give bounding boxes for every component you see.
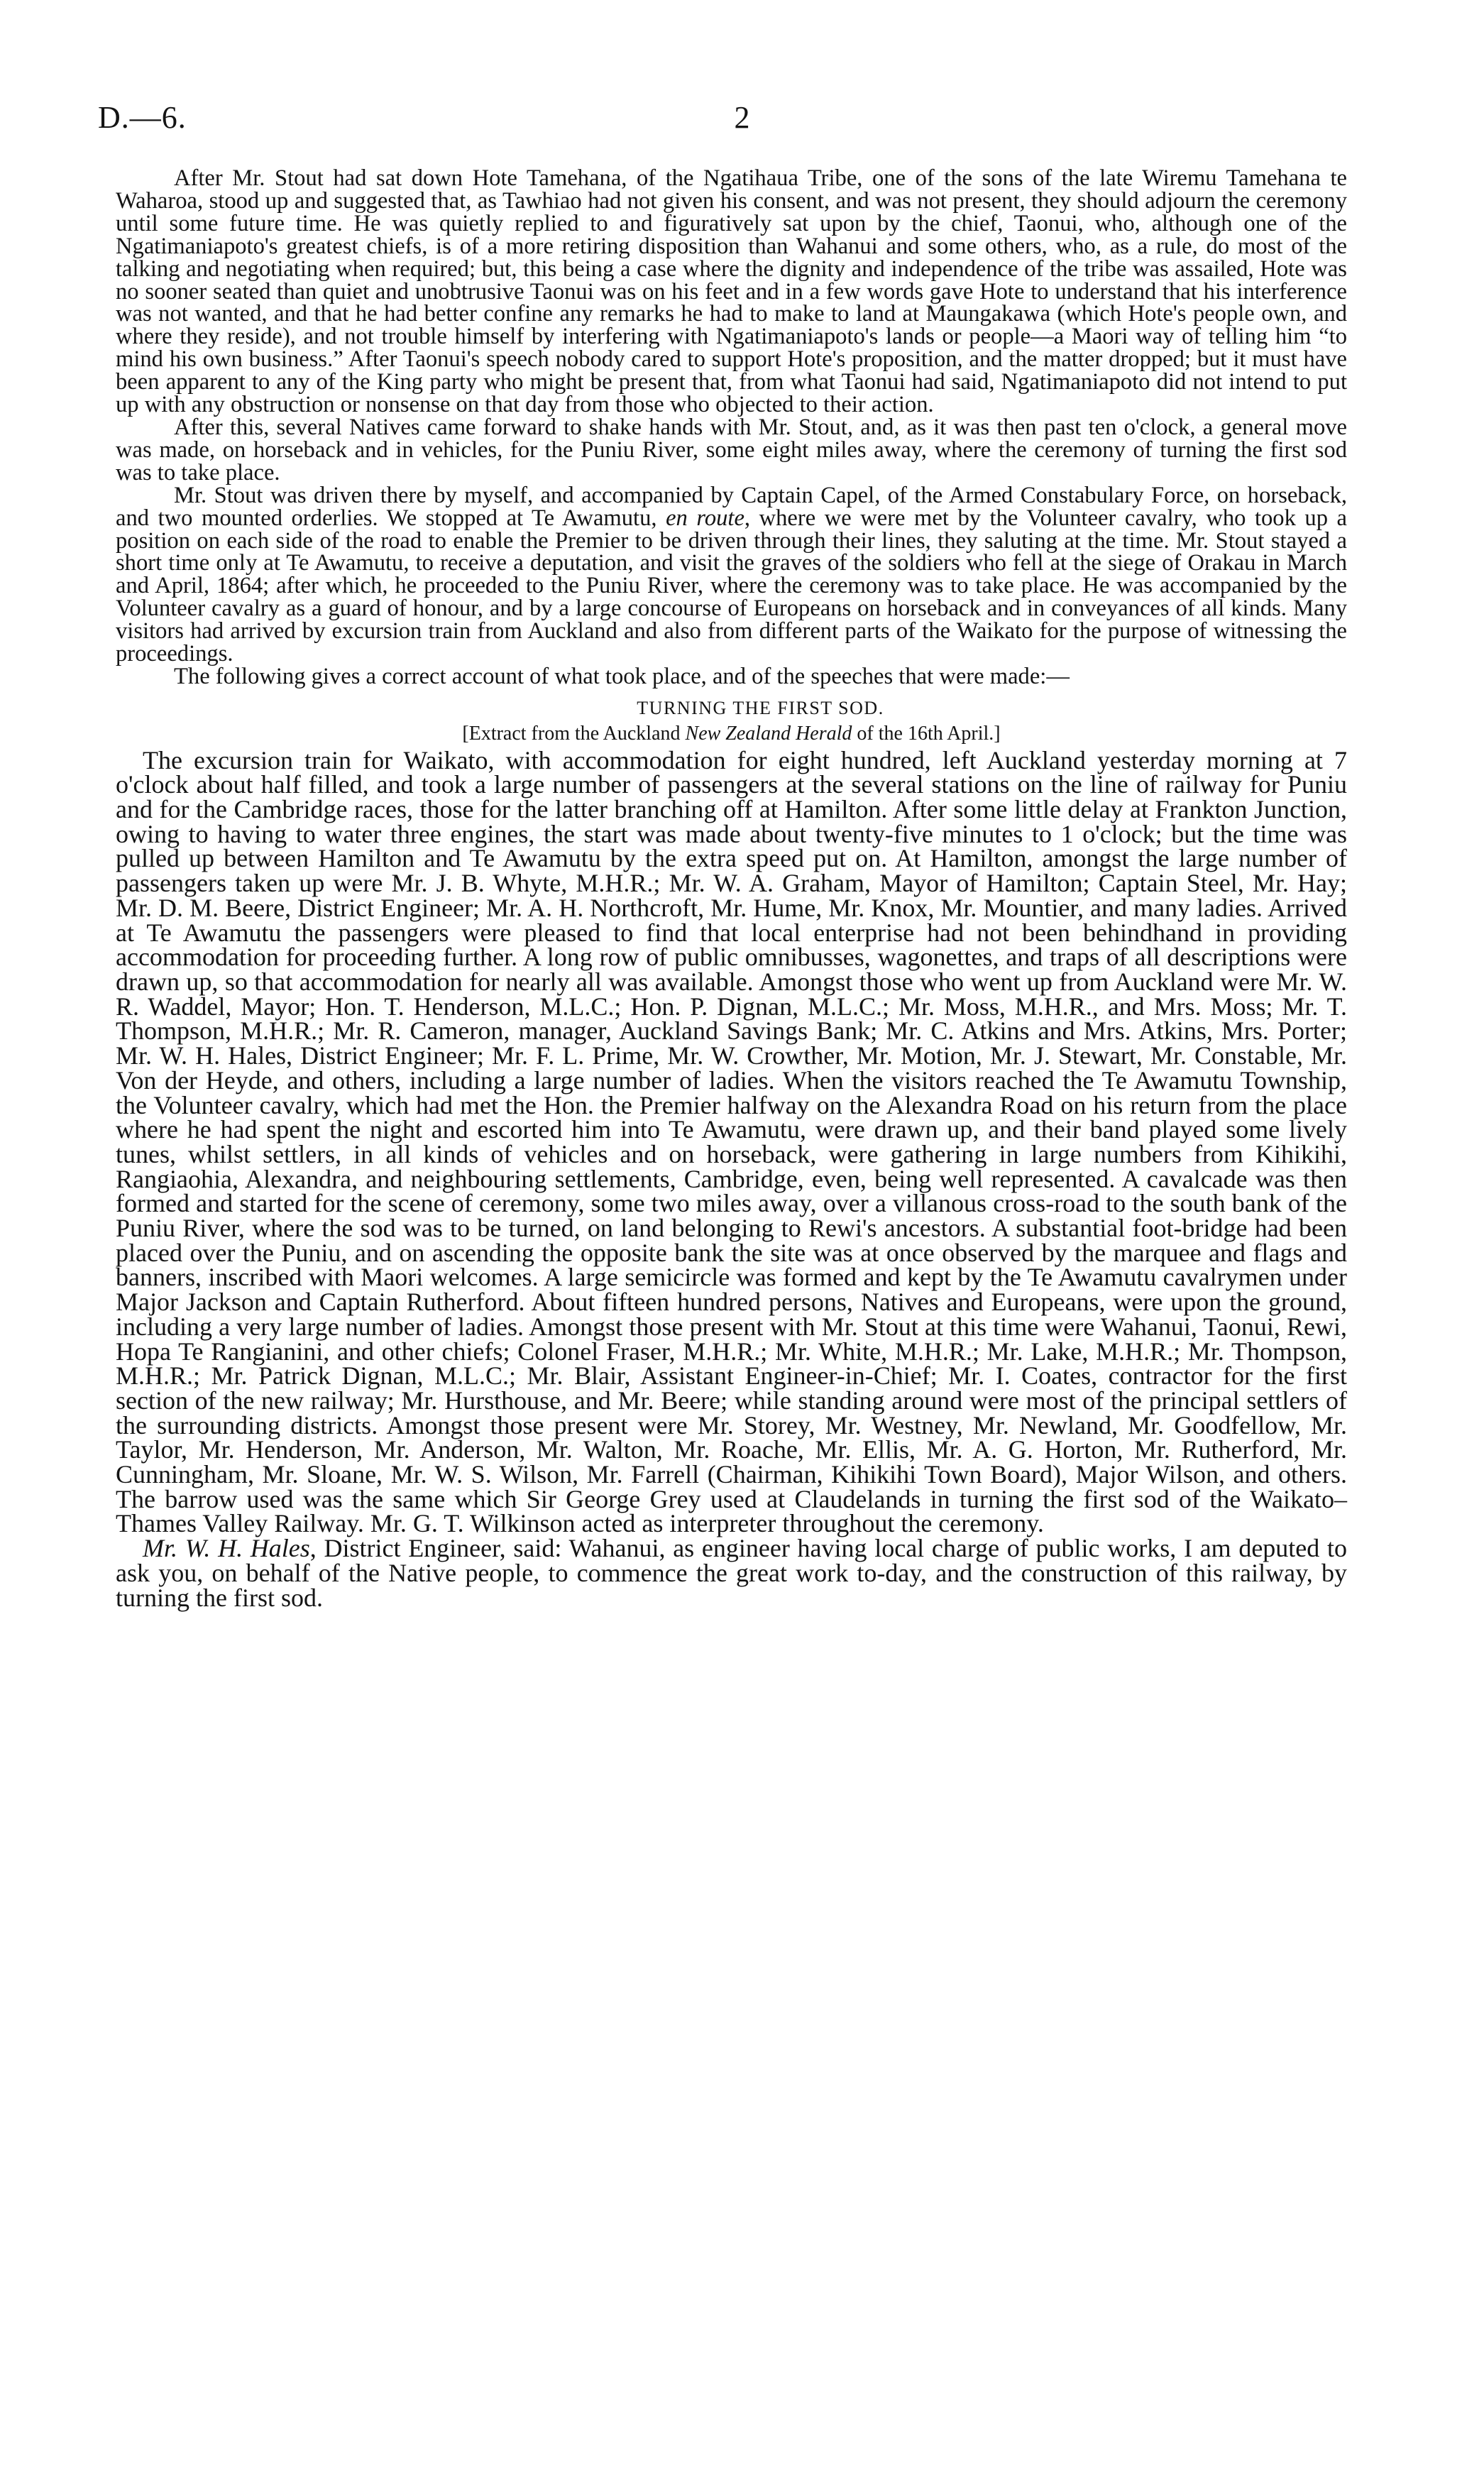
article-paragraph-excursion: The excursion train for Waikato, with accommodation for eight hundred, left Auckland yesterday morning at 7 o'clock about half filled, and took a large number of passengers at the several stations on the line of railway for Puniu and for the Cambridge races, those for the latter branching off at Hamilton. After some little delay at Frankton Junction, owing to having to water three engines, the start was made about twenty-five minutes to 1 o'clock; but the time was pulled up between Hamilton and Te Awamutu by the extra speed put on. At Hamilton, amongst the large number of passengers taken up were Mr. J. B. Whyte, M.H.R.; Mr. W. A. Graham, Mayor of Hamilton; Captain Steel, Mr. Hay; Mr. D. M. Beere, District Engineer; Mr. A. H. Northcroft, Mr. Hume, Mr. Knox, Mr. Mountier, and many ladies. Arrived at Te Awamutu the passengers were pleased to find that local enterprise had not been behindhand in providing accommodation for proceeding further. A long row of public omnibusses, wagonettes, and traps of all descriptions were drawn up, so that accommodation for nearly all was available. Amongst those who went up from Auckland were Mr. W. R. Waddel, Mayor; Hon. T. Henderson, M.L.C.; Hon. P. Dignan, M.L.C.; Mr. Moss, M.H.R., and Mrs. Moss; Mr. T. Thompson, M.H.R.; Mr. R. Cameron, manager, Auckland Savings Bank; Mr. C. Atkins and Mrs. Atkins, Mrs. Porter; Mr. W. H. Hales, District Engineer; Mr. F. L. Prime, Mr. W. Crowther, Mr. Motion, Mr. J. Stewart, Mr. Constable, Mr. Von der Heyde, and others, including a large number of ladies. When the visitors reached the Te Awamutu Township, the Volunteer cavalry, which had met the Hon. the Premier halfway on the Alexandra Road on his return from the place where he had spent the night and escorted him into Te Awamutu, were drawn up, and their band played some lively tunes, whilst settlers, in all kinds of vehicles and on horseback, were gathering in large numbers from Kihikihi, Rangiaohia, Alexandra, and neighbouring settlements, Cambridge, even, being well represented. A cavalcade was then formed and started for the scene of ceremony, some two miles away, over a villanous cross-road to the south bank of the Puniu River, where the sod was to be turned, on land belonging to Rewi's ancestors. A substantial foot-bridge had been placed over the Puniu, and on ascending the opposite bank the site was at once observed by the marquee and flags and banners, inscribed with Maori welcomes. A large semicircle was formed and kept by the Te Awamutu cavalrymen under Major Jackson and Captain Rutherford. About fifteen hundred persons, Natives and Europeans, were upon the ground, including a very large number of ladies. Amongst those present with Mr. Stout at this time were Wahanui, Taonui, Rewi, Hopa Te Rangianini, and other chiefs; Colonel Fraser, M.H.R.; Mr. White, M.H.R.; Mr. Lake, M.H.R.; Mr. Thompson, M.H.R.; Mr. Patrick Dignan, M.L.C.; Mr. Blair, Assistant Engineer-in-Chief; Mr. I. Coates, contractor for the first section of the new railway; Mr. Hursthouse, and Mr. Beere; while standing around were most of the principal settlers of the surrounding districts. Amongst those present were Mr. Storey, Mr. Westney, Mr. Newland, Mr. Goodfellow, Mr. Taylor, Mr. Henderson, Mr. Anderson, Mr. Walton, Mr. Roache, Mr. Ellis, Mr. A. G. Horton, Mr. Rutherford, Mr. Cunningham, Mr. Sloane, Mr. W. S. Wilson, Mr. Farrell (Chairman, Kihikihi Town Board), Major Wilson, and others. The barrow used was the same which Sir George Grey used at Claudelands in turning the first sod of the Waikato–Thames Valley Railway. Mr. G. T. Wilkinson acted as interpreter throughout the ceremony. bbox=[116, 745, 1347, 1538]
paragraph-journey-italic: en route bbox=[666, 505, 744, 531]
paragraph-journey bbox=[116, 482, 1347, 667]
extract-suffix: of the 16th April.] bbox=[852, 722, 1001, 745]
paragraph-journey-part2: , where we were met by the Volunteer cavalry, who took up a position on each side of the road to enable the Premier to be driven through their lines, they saluting at the time. Mr. Stout stayed a short time only at Te Awamutu, to receive a deputation, and visit the graves of the soldiers who fell at the siege of Orakau in March and April, 1864; after which, he proceeded to the Puniu River, where the ceremony was to take place. He was accompanied by the Volunteer cavalry as a guard of honour, and by a large concourse of Europeans on horseback and in conveyances of all kinds. Many visitors had arrived by excursion train from Auckland and also from different parts of the Waikato for the purpose of witnessing the proceedings. bbox=[116, 505, 1347, 667]
extract-prefix: [Extract from the Auckland bbox=[462, 722, 686, 745]
paragraph-journey-part1: Mr. Stout was driven there by myself, and accompanied by Captain Capel, of the Armed Constabulary Force, on horseback, and two mounted orderlies. We stopped at Te Awamutu, bbox=[116, 482, 1347, 531]
paragraph-hote-tamehana: After Mr. Stout had sat down Hote Tamehana, of the Ngatihaua Tribe, one of the sons of the late Wiremu Tamehana te Waharoa, stood up and suggested that, as Tawhiao had not given his consent, and was not present, they should adjourn the ceremony until some future time. He was quietly replied to and figuratively sat upon by the chief, Taonui, who, although one of the Ngatimaniapoto's greatest chiefs, is of a more retiring disposition than Wahanui and some others, who, as a rule, do most of the talking and negotiating when required; but, this being a case where the dignity and independence of the tribe was assailed, Hote was no sooner seated than quiet and unobtrusive Taonui was on his feet and in a few words gave Hote to understand that his interference was not wanted, and that he had better confine any remarks he had to make to land at Maungakawa (which Hote's people own, and where they reside), and not trouble himself by interfering with Ngatimaniapoto's lands or people—a Maori way of telling him “to mind his own business.” After Taonui's speech nobody cared to support Hote's proposition, and the matter dropped; but it must have been apparent to any of the King party who might be present that, from what Taonui had said, Ngatimaniapoto did not intend to put up with any obstruction or nonsense on that day from those who objected to their action. bbox=[116, 165, 1347, 418]
speaker-name: Mr. W. H. Hales bbox=[143, 1534, 310, 1563]
speech-text: , District Engineer, said: Wahanui, as engineer having local charge of public works, I am deputed to ask you, on behalf of the Native people, to commence the great work to-day, and the construction of this railway, by turning the first sod. bbox=[116, 1534, 1347, 1612]
section-heading: TURNING THE FIRST SOD. bbox=[637, 697, 884, 718]
extract-note bbox=[116, 723, 1347, 745]
extract-newspaper: New Zealand Herald bbox=[685, 722, 852, 745]
article-paragraph-hales bbox=[116, 1536, 1347, 1610]
document-reference: D.—6. bbox=[98, 100, 187, 135]
page-number: 2 bbox=[734, 100, 750, 135]
newspaper-extract bbox=[116, 745, 1347, 1612]
paragraph-move-to-puniu: After this, several Natives came forward to shake hands with Mr. Stout, and, as it was then past ten o'clock, a general move was made, on horseback and in vehicles, for the Puniu River, some eight miles away, where the ceremony of turning the first sod was to take place. bbox=[116, 414, 1347, 486]
paragraph-intro-account: The following gives a correct account of what took place, and of the speeches that were made:— bbox=[174, 663, 1070, 689]
body-text bbox=[116, 165, 1347, 1612]
